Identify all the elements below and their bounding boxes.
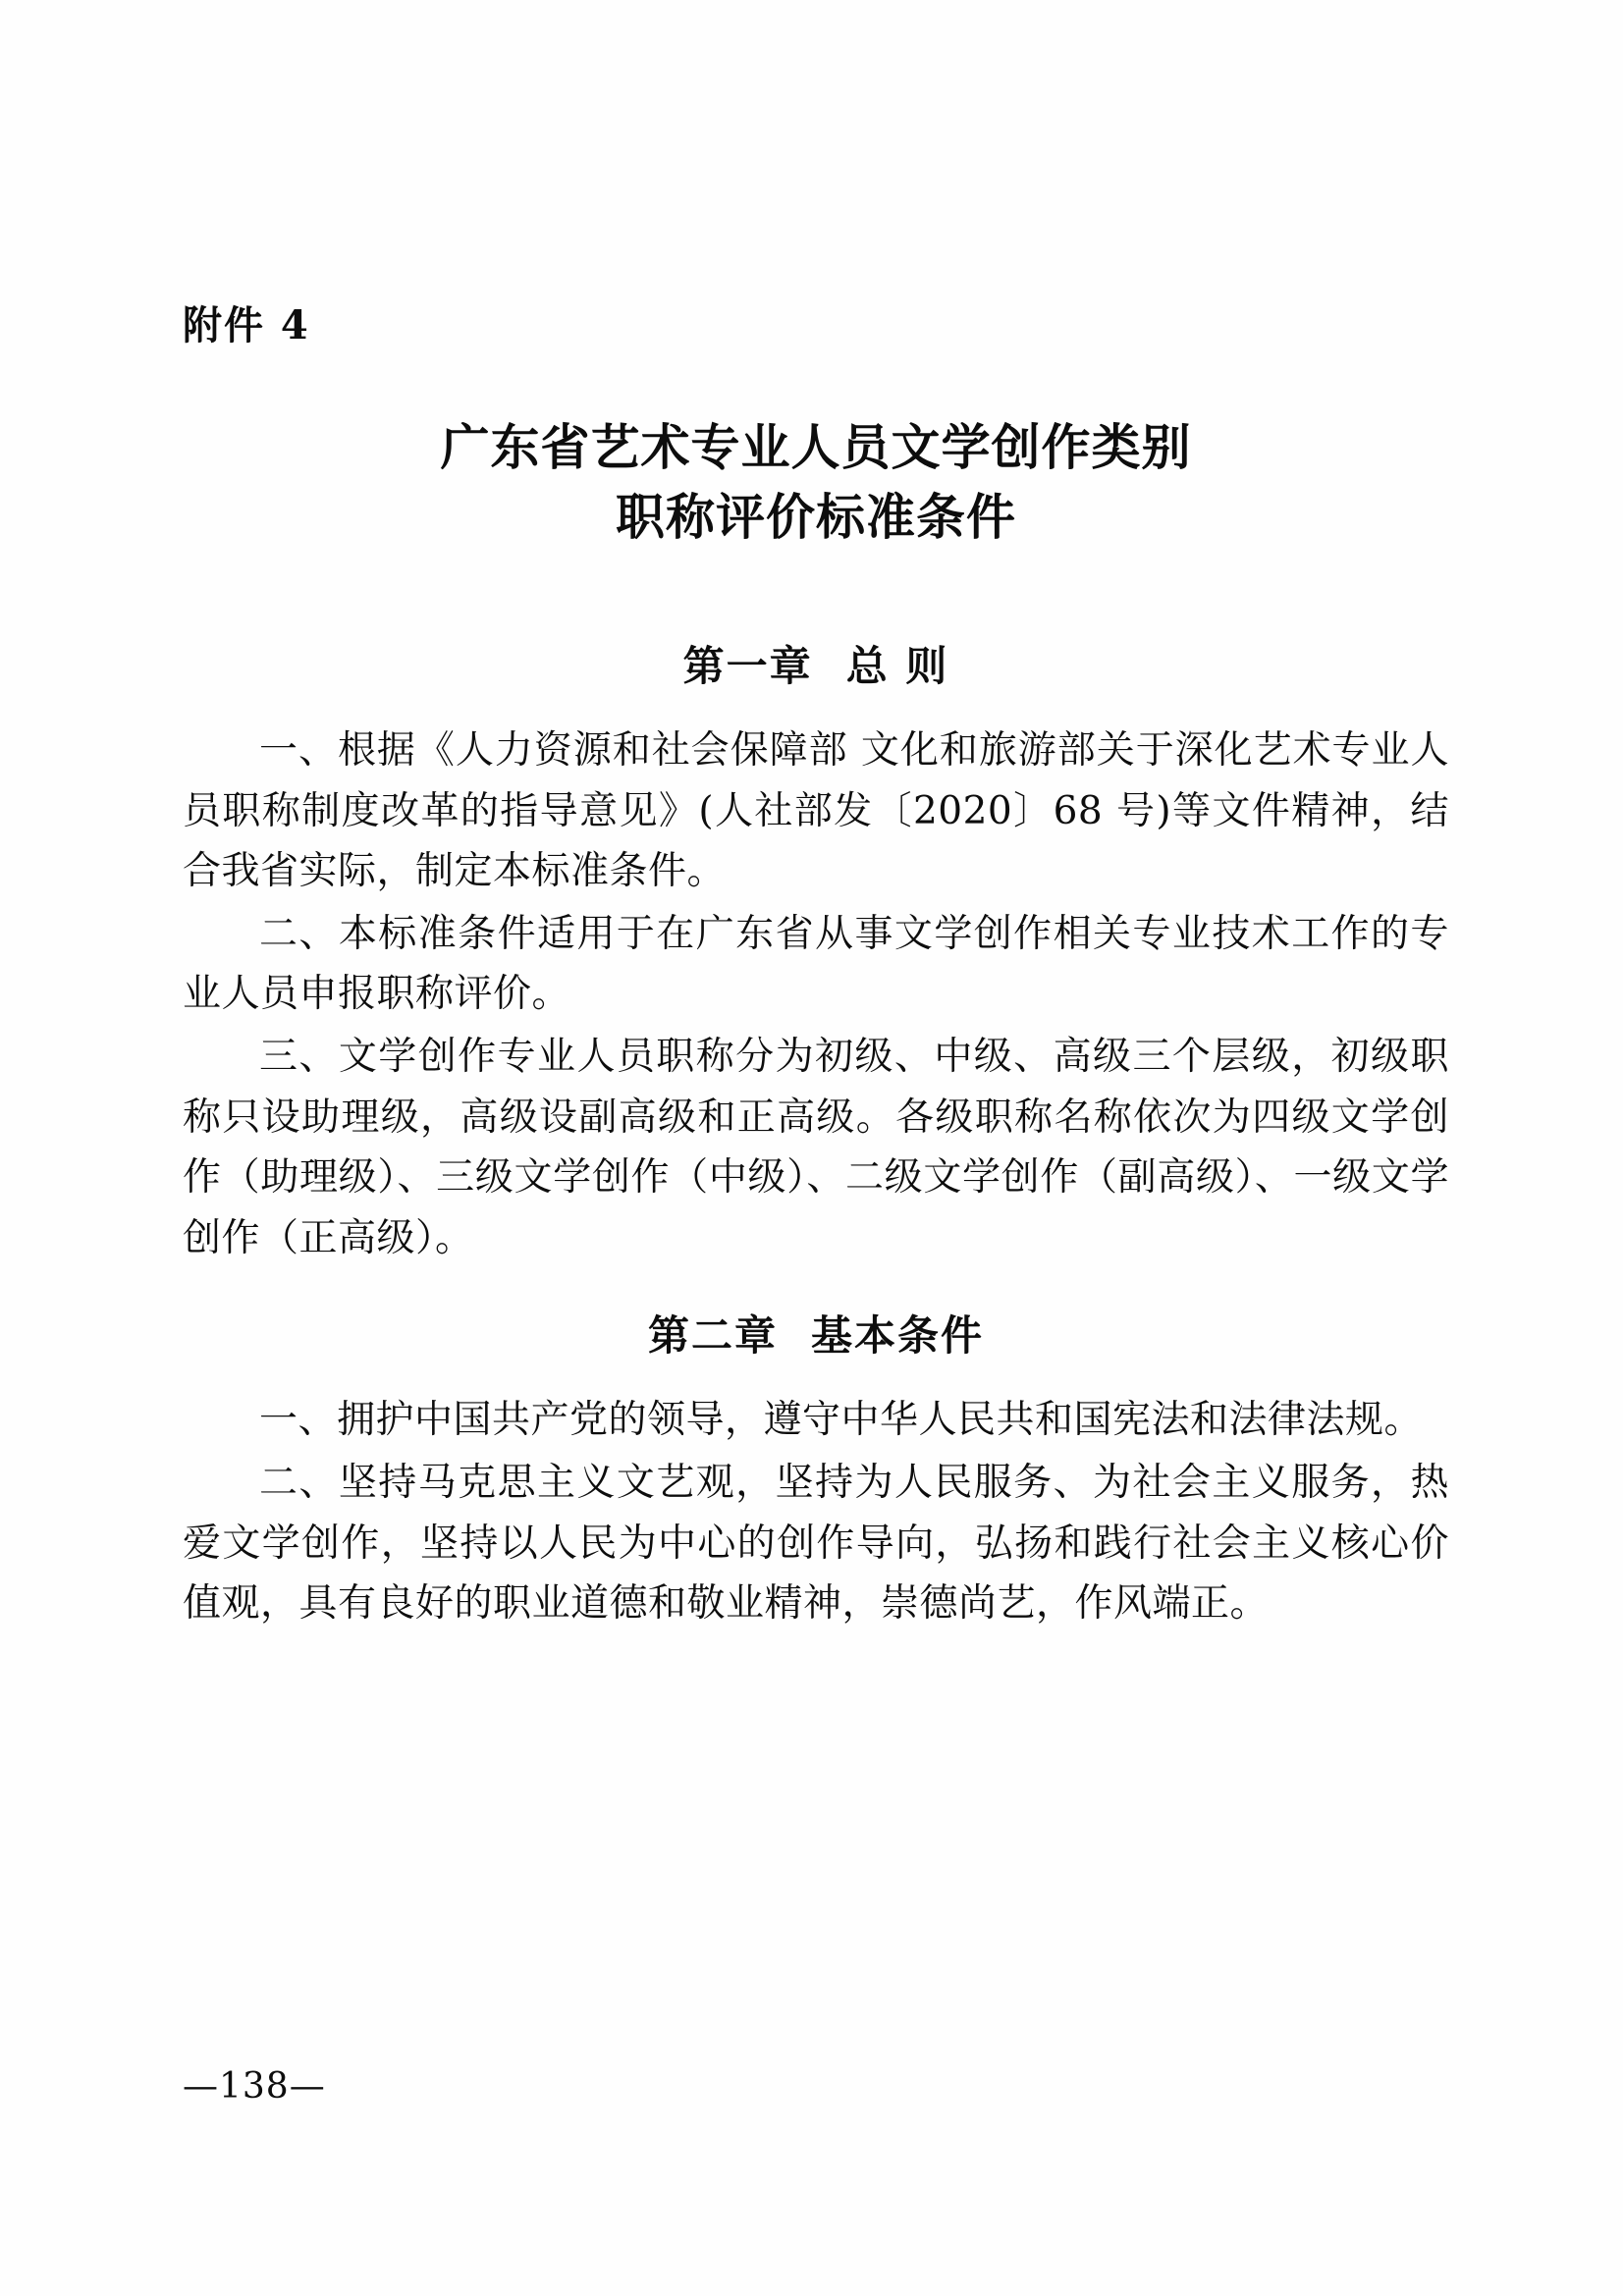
paragraph: 一、根据《人力资源和社会保障部 文化和旅游部关于深化艺术专业人员职称制度改革的指导意见》(人社部发〔2020〕68 号)等文件精神，结合我省实际，制定本标准条件。 [183,728,1449,894]
page-number: —138— [183,2066,326,2107]
page-title-line-2: 职称评价标准条件 [616,488,1016,546]
chapter-2-prefix: 第二章 [647,1311,778,1361]
page-title [183,412,1449,552]
page-title-line-1: 广东省艺术专业人员文学创作类别 [440,418,1192,476]
document-body [183,599,1449,1636]
chapter-1-prefix: 第一章 [682,642,813,690]
chapter-heading-2 [183,1304,1449,1362]
paragraph: 三、文学创作专业人员职称分为初级、中级、高级三个层级，初级职称只设助理级，高级设副高级和正高级。各级职称名称依次为四级文学创作（助理级）、三级文学创作（中级）、二级文学创作（副高级）、一级文学创作（正高级）。 [183,1035,1449,1260]
paragraph: 一、拥护中国共产党的领导，遵守中华人民共和国宪法和法律法规。 [259,1398,1424,1443]
chapter-heading-1 [183,634,1449,693]
page-content [183,0,1449,2296]
paragraph: 二、坚持马克思主义文艺观，坚持为人民服务、为社会主义服务，热爱文学创作，坚持以人民为中心的创作导向，弘扬和践行社会主义核心价值观，具有良好的职业道德和敬业精神，崇德尚艺，作风端正。 [183,1461,1449,1627]
chapter-2-title: 基本条件 [811,1311,985,1361]
attachment-label: 附件 4 [183,302,310,348]
chapter-1-title: 总 则 [845,642,949,690]
paragraph: 二、本标准条件适用于在广东省从事文学创作相关专业技术工作的专业人员申报职称评价。 [183,911,1449,1017]
